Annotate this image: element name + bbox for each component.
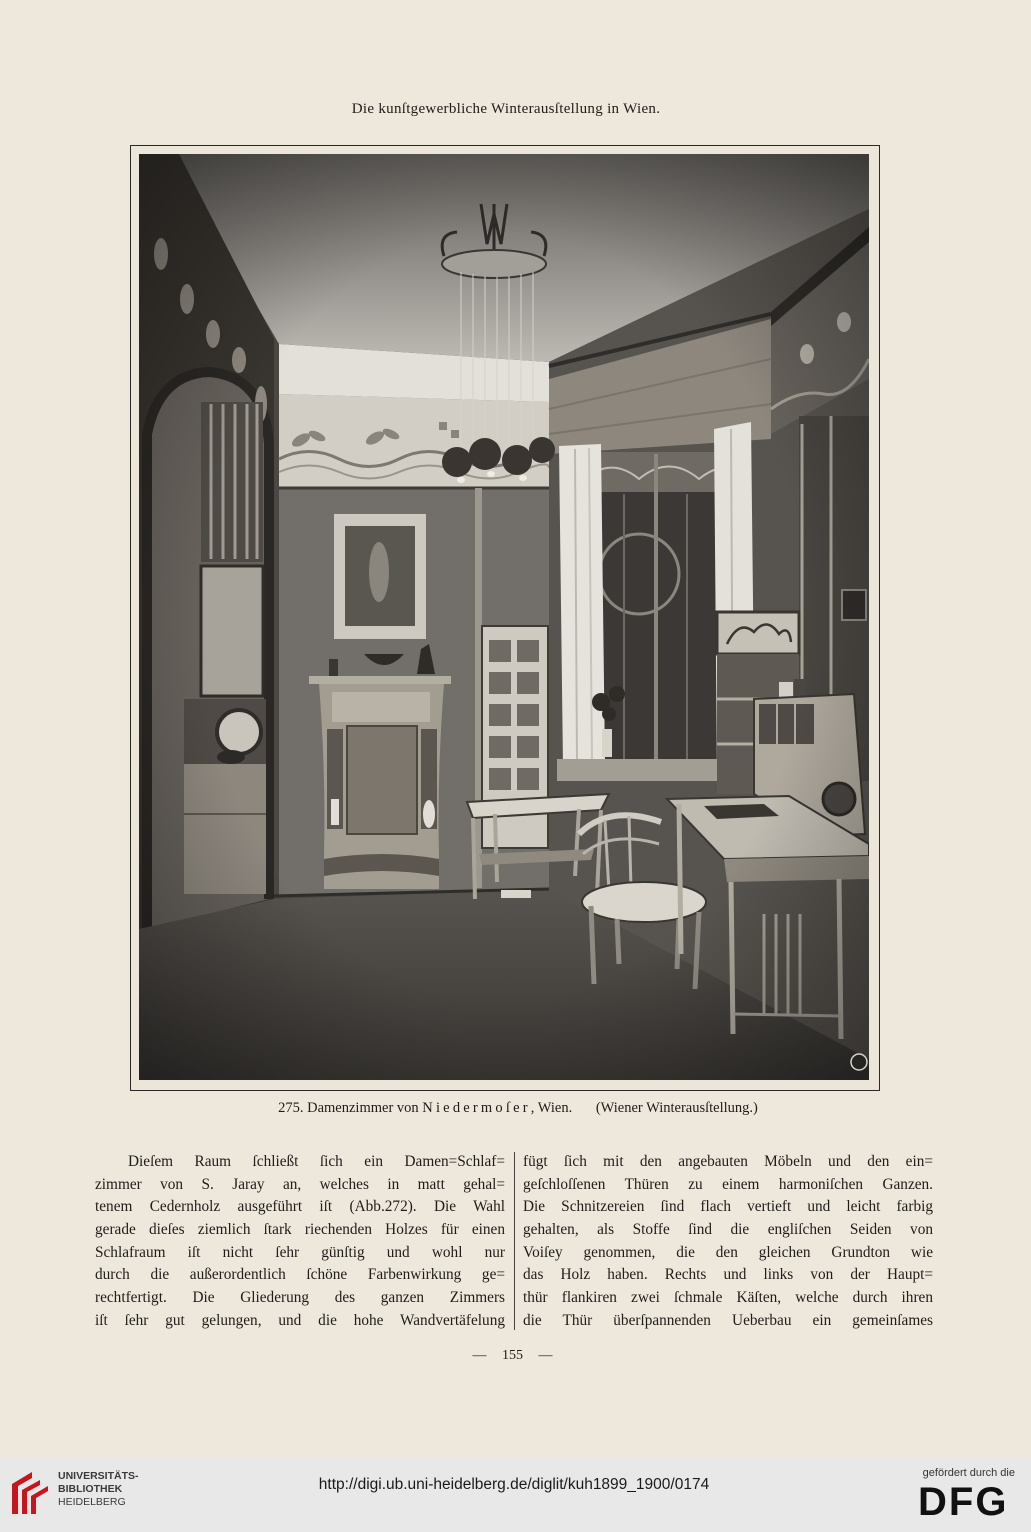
text-line: tenem Cedernholz ausgeführt iſt (Abb.272). Die Wahl — [95, 1198, 505, 1216]
library-name-line: BIBLIOTHEK — [58, 1483, 123, 1495]
caption-title: Damenzimmer von — [307, 1100, 419, 1116]
text-line: geſchloſſenen Thüren zu einem harmoniſchen Ganzen. — [523, 1175, 933, 1193]
library-name-line: HEIDELBERG — [58, 1496, 126, 1508]
text-line: die Thür überſpannenden Ueberbau ein gemeinſames — [523, 1311, 933, 1329]
page-number: — 155 — — [472, 1348, 553, 1363]
text-line: iſt ſehr gut gelungen, und die hohe Wandvertäfelung — [95, 1311, 505, 1329]
dfg-logo: DFG — [918, 1480, 1009, 1524]
text-column-left — [95, 1151, 505, 1333]
figure-photograph — [139, 154, 869, 1080]
running-title: Die kunſtgewerbliche Winterausſtellung in Wien. — [351, 101, 661, 117]
column-divider — [514, 1152, 515, 1330]
text-line: thür flankiren zwei ſchmale Käſten, welche durch ihren — [523, 1289, 933, 1307]
caption-exhibition-note: (Wiener Winterausſtellung.) — [595, 1100, 758, 1116]
figure-caption — [0, 1100, 1031, 1117]
text-line: Schlafraum iſt nicht ſehr günſtig und wohl nur — [95, 1243, 505, 1261]
text-line: gerade dieſes ziemlich ſtark riechenden Holzes für einen — [95, 1221, 505, 1239]
text-line: das Holz haben. Rechts und links von der Haupt= — [523, 1266, 933, 1284]
caption-designer-name: Niedermoſer — [422, 1100, 531, 1116]
caption-location: , Wien. — [530, 1100, 573, 1116]
text-line: durch die außerordentlich ſchöne Farbenwirkung ge= — [95, 1266, 505, 1284]
digitization-footer — [0, 1458, 1031, 1532]
funding-note: gefördert durch die — [922, 1467, 1015, 1479]
text-line: gehalten, als Stoffe ſind die engliſchen Seiden von — [523, 1221, 933, 1239]
library-name-line: UNIVERSITÄTS- — [58, 1470, 139, 1482]
photo-vignette — [139, 154, 869, 1080]
text-line: Dieſem Raum ſchließt ſich ein Damen=Schlaf= — [128, 1153, 505, 1170]
text-line: zimmer von S. Jaray an, welches in matt gehal= — [95, 1175, 505, 1193]
text-line: fügt ſich mit den angebauten Möbeln und den ein= — [523, 1153, 933, 1170]
text-line: rechtfertigt. Die Gliederung des ganzen Zimmers — [95, 1289, 505, 1307]
text-column-right — [523, 1151, 933, 1333]
figure-number: 275. — [278, 1100, 304, 1116]
text-line: Die Schnitzereien ſind flach vertieft und leicht farbig — [523, 1198, 933, 1216]
figure-frame — [130, 145, 880, 1091]
text-line: Voiſey genommen, die den gleichen Grundton wie — [523, 1243, 933, 1261]
permalink-url[interactable]: http://digi.ub.uni-heidelberg.de/diglit/kuh1899_1900/0174 — [318, 1476, 710, 1493]
